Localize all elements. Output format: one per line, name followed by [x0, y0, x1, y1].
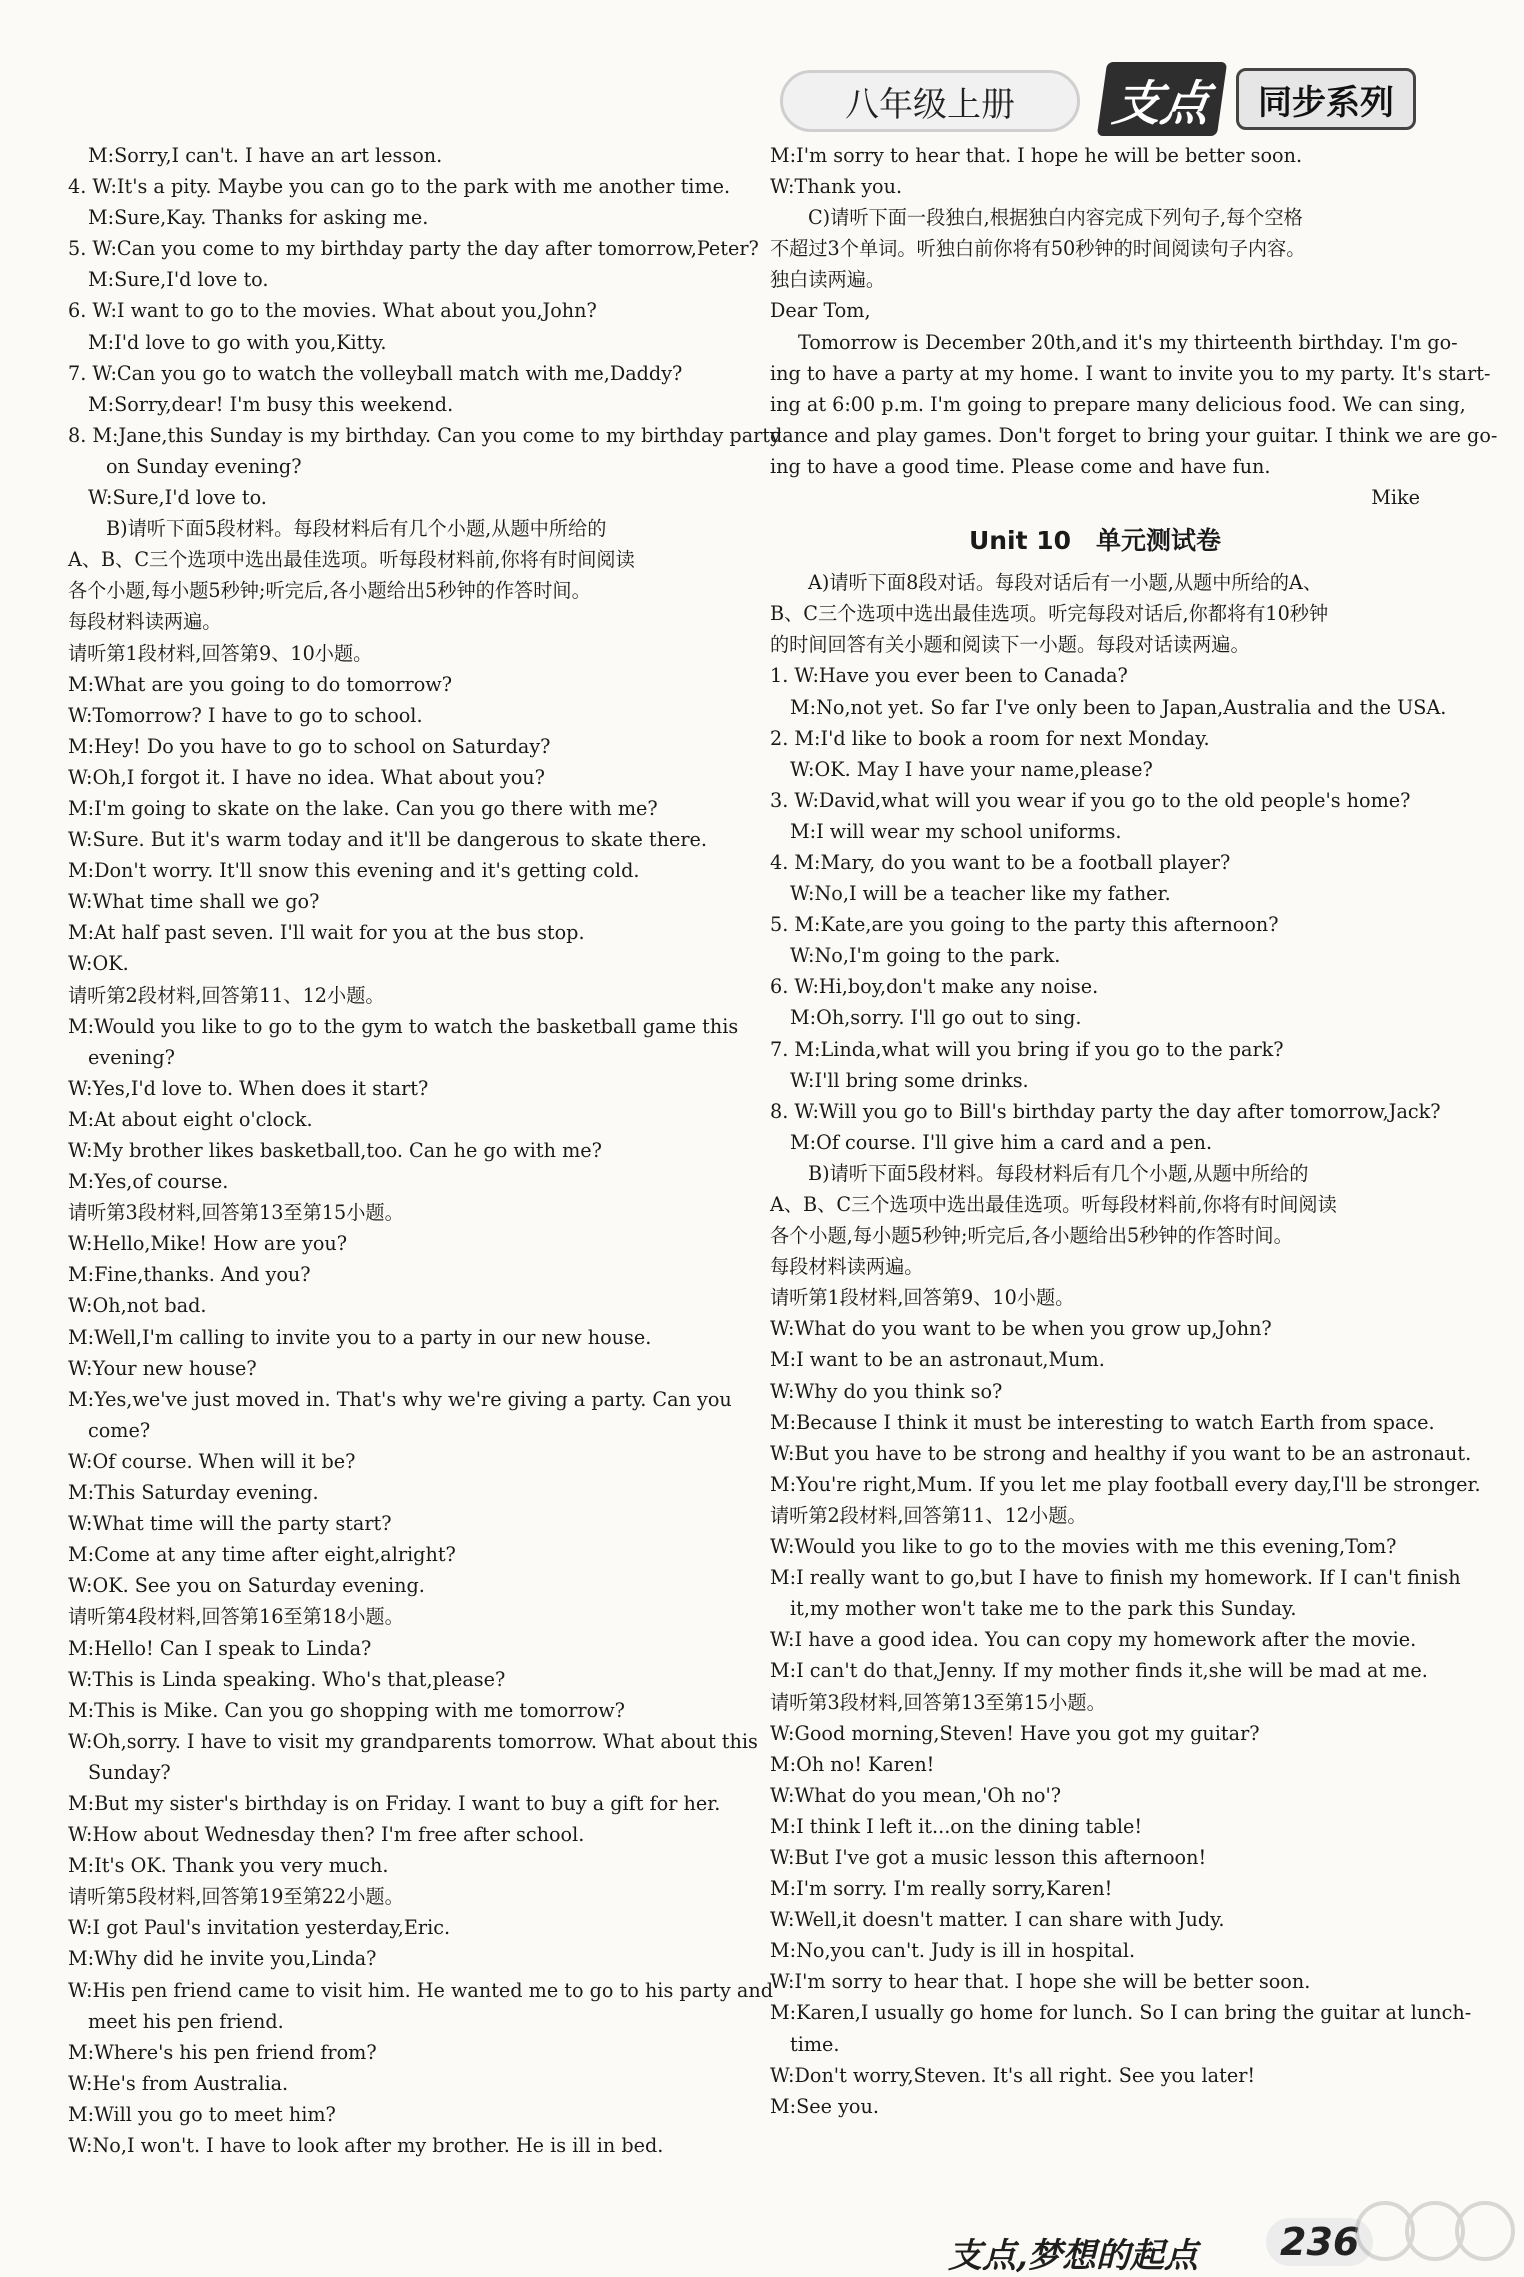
- text-line: W:Oh,sorry. I have to visit my grandparents tomorrow. What about this: [68, 1729, 758, 1753]
- text-line: B)请听下面5段材料。每段材料后有几个小题,从题中所给的: [808, 1161, 1309, 1185]
- page-header: [780, 62, 1420, 144]
- text-line: M:Would you like to go to the gym to watch the basketball game this: [68, 1014, 739, 1038]
- text-line: A)请听下面8段对话。每段对话后有一小题,从题中所给的A、: [808, 571, 1323, 595]
- text-line: 5. M:Kate,are you going to the party this afternoon?: [770, 913, 1279, 937]
- letter-signature: Mike: [1371, 486, 1420, 510]
- text-line: M:Because I think it must be interesting to watch Earth from space.: [770, 1410, 1435, 1434]
- text-line: A、B、C三个选项中选出最佳选项。听每段材料前,你将有时间阅读: [770, 1193, 1337, 1216]
- text-line: W:What time shall we go?: [68, 890, 320, 914]
- text-line: W:No,I won't. I have to look after my brother. He is ill in bed.: [68, 2134, 664, 2157]
- text-line: W:Sure. But it's warm today and it'll be dangerous to skate there.: [68, 828, 707, 852]
- text-line: W:His pen friend came to visit him. He wanted me to go to his party and: [68, 1978, 774, 2002]
- text-line: M:Hey! Do you have to go to school on Saturday?: [68, 734, 551, 758]
- text-line: W:Oh,I forgot it. I have no idea. What about you?: [68, 765, 545, 789]
- text-line: ing at 6:00 p.m. I'm going to prepare many delicious food. We can sing,: [770, 392, 1466, 416]
- text-line: 8. M:Jane,this Sunday is my birthday. Can you come to my birthday party: [68, 423, 781, 447]
- text-line: W:He's from Australia.: [68, 2071, 289, 2095]
- text-line: M:No,you can't. Judy is ill in hospital.: [770, 1939, 1136, 1963]
- text-line: M:I'd love to go with you,Kitty.: [88, 330, 387, 354]
- text-line: M:Yes,of course.: [68, 1170, 229, 1194]
- text-line: 4. W:It's a pity. Maybe you can go to the park with me another time.: [68, 175, 731, 199]
- grade-label: 八年级上册: [780, 70, 1080, 132]
- text-line: ing to have a good time. Please come and have fun.: [770, 454, 1271, 478]
- text-line: M:At half past seven. I'll wait for you at the bus stop.: [68, 921, 585, 945]
- text-line: W:No,I will be a teacher like my father.: [790, 882, 1171, 906]
- text-line: W:Of course. When will it be?: [68, 1449, 356, 1473]
- unit-title: Unit 10 单元测试卷: [968, 526, 1222, 556]
- text-line: M:Hello! Can I speak to Linda?: [68, 1636, 372, 1660]
- text-line: M:You're right,Mum. If you let me play football every day,I'll be stronger.: [770, 1472, 1481, 1496]
- text-line: W:Would you like to go to the movies with me this evening,Tom?: [770, 1535, 1397, 1559]
- text-line: W:What time will the party start?: [68, 1512, 392, 1536]
- text-line: M:I will wear my school uniforms.: [790, 819, 1122, 843]
- text-line: come?: [88, 1418, 151, 1442]
- text-line: M:What are you going to do tomorrow?: [68, 672, 452, 696]
- text-line: M:Sorry,dear! I'm busy this weekend.: [88, 392, 454, 416]
- right-top-section: [770, 140, 1498, 482]
- text-line: M:Sorry,I can't. I have an art lesson.: [88, 144, 443, 167]
- text-line: evening?: [88, 1045, 175, 1069]
- text-line: W:I got Paul's invitation yesterday,Eric.: [68, 1916, 451, 1940]
- text-line: W:OK.: [68, 952, 129, 976]
- text-line: M:I'm sorry. I'm really sorry,Karen!: [770, 1877, 1113, 1901]
- text-line: 请听第3段材料,回答第13至第15小题。: [68, 1201, 404, 1225]
- text-line: dance and play games. Don't forget to bring your guitar. I think we are go-: [770, 423, 1498, 447]
- text-line: M:This Saturday evening.: [68, 1481, 319, 1505]
- text-line: M:No,not yet. So far I've only been to Japan,Australia and the USA.: [790, 695, 1447, 719]
- text-line: 6. W:Hi,boy,don't make any noise.: [770, 975, 1099, 999]
- text-line: 独白读两遍。: [770, 268, 886, 292]
- right-bottom-section: [770, 567, 1481, 2122]
- text-line: W:I'm sorry to hear that. I hope she will be better soon.: [770, 1970, 1311, 1994]
- text-line: M:Yes,we've just moved in. That's why we're giving a party. Can you: [68, 1387, 732, 1411]
- text-line: W:This is Linda speaking. Who's that,please?: [68, 1667, 506, 1691]
- text-line: M:I'm sorry to hear that. I hope he will be better soon.: [770, 144, 1303, 167]
- text-line: W:No,I'm going to the park.: [790, 944, 1061, 968]
- text-line: Sunday?: [88, 1760, 171, 1784]
- text-line: time.: [790, 2032, 840, 2056]
- brand-logo: 支点: [1097, 62, 1227, 136]
- text-line: W:What do you mean,'Oh no'?: [770, 1783, 1062, 1807]
- text-line: W:Thank you.: [770, 175, 903, 199]
- text-line: W:I'll bring some drinks.: [790, 1068, 1029, 1092]
- text-line: M:Will you go to meet him?: [68, 2102, 336, 2126]
- text-line: 3. W:David,what will you wear if you go to the old people's home?: [770, 788, 1411, 812]
- text-line: 请听第4段材料,回答第16至第18小题。: [68, 1605, 404, 1629]
- text-line: W:OK. May I have your name,please?: [790, 757, 1153, 781]
- text-line: M:I want to be an astronaut,Mum.: [770, 1348, 1105, 1372]
- text-line: M:I'm going to skate on the lake. Can you go there with me?: [68, 796, 658, 820]
- text-line: 每段材料读两遍。: [770, 1255, 924, 1279]
- text-line: M:Sure,I'd love to.: [88, 268, 269, 292]
- text-line: M:Oh,sorry. I'll go out to sing.: [790, 1006, 1082, 1030]
- text-line: ing to have a party at my home. I want to invite you to my party. It's start-: [770, 361, 1491, 385]
- text-line: M:Well,I'm calling to invite you to a party in our new house.: [68, 1325, 652, 1349]
- text-line: W:I have a good idea. You can copy my homework after the movie.: [770, 1628, 1417, 1652]
- text-line: C)请听下面一段独白,根据独白内容完成下列句子,每个空格: [808, 206, 1303, 230]
- watermark-logo: [1350, 2196, 1520, 2266]
- text-line: B、C三个选项中选出最佳选项。听完每段对话后,你都将有10秒钟: [770, 602, 1329, 626]
- text-line: M:Sure,Kay. Thanks for asking me.: [88, 206, 429, 230]
- text-line: 请听第1段材料,回答第9、10小题。: [68, 641, 373, 665]
- text-line: M:At about eight o'clock.: [68, 1107, 313, 1131]
- text-line: W:Don't worry,Steven. It's all right. See you later!: [770, 2063, 1256, 2087]
- text-line: W:Good morning,Steven! Have you got my guitar?: [770, 1721, 1260, 1745]
- text-line: W:My brother likes basketball,too. Can he go with me?: [68, 1139, 602, 1162]
- text-line: 不超过3个单词。听独白前你将有50秒钟的时间阅读句子内容。: [770, 237, 1306, 261]
- text-line: 请听第3段材料,回答第13至第15小题。: [770, 1690, 1106, 1714]
- text-line: 7. W:Can you go to watch the volleyball match with me,Daddy?: [68, 361, 683, 385]
- text-line: W:Your new house?: [68, 1356, 257, 1380]
- text-line: W:Oh,not bad.: [68, 1294, 207, 1318]
- text-line: A、B、C三个选项中选出最佳选项。听每段材料前,你将有时间阅读: [68, 548, 635, 572]
- text-line: M:Of course. I'll give him a card and a pen.: [790, 1130, 1213, 1154]
- text-line: it,my mother won't take me to the park this Sunday.: [790, 1597, 1297, 1621]
- text-line: W:What do you want to be when you grow up,John?: [770, 1317, 1272, 1341]
- text-line: W:Why do you think so?: [770, 1379, 1003, 1403]
- text-line: Tomorrow is December 20th,and it's my thirteenth birthday. I'm go-: [798, 330, 1458, 354]
- text-line: on Sunday evening?: [106, 454, 302, 478]
- text-line: M:Oh no! Karen!: [770, 1752, 935, 1776]
- footer-slogan: 支点,梦想的起点: [948, 2236, 1198, 2276]
- text-line: 请听第2段材料,回答第11、12小题。: [68, 983, 385, 1007]
- text-line: 请听第5段材料,回答第19至第22小题。: [68, 1885, 404, 1909]
- left-column: [68, 140, 781, 2161]
- text-line: 7. M:Linda,what will you bring if you go to the park?: [770, 1037, 1284, 1061]
- text-line: W:Yes,I'd love to. When does it start?: [68, 1076, 429, 1100]
- text-line: 请听第1段材料,回答第9、10小题。: [770, 1286, 1075, 1310]
- text-line: meet his pen friend.: [88, 2009, 284, 2033]
- text-line: M:Why did he invite you,Linda?: [68, 1947, 377, 1971]
- text-line: 5. W:Can you come to my birthday party the day after tomorrow,Peter?: [68, 237, 759, 261]
- text-line: 每段材料读两遍。: [68, 610, 222, 634]
- text-line: W:Tomorrow? I have to go to school.: [68, 703, 423, 727]
- text-line: 的时间回答有关小题和阅读下一小题。每段对话读两遍。: [770, 633, 1250, 657]
- text-line: Dear Tom,: [770, 299, 871, 323]
- text-line: 2. M:I'd like to book a room for next Monday.: [770, 726, 1210, 750]
- text-line: M:This is Mike. Can you go shopping with me tomorrow?: [68, 1698, 625, 1722]
- text-line: 6. W:I want to go to the movies. What about you,John?: [68, 299, 597, 323]
- text-line: W:How about Wednesday then? I'm free after school.: [68, 1823, 585, 1847]
- text-line: 1. W:Have you ever been to Canada?: [770, 664, 1128, 688]
- text-line: W:But I've got a music lesson this afternoon!: [770, 1845, 1207, 1869]
- text-line: B)请听下面5段材料。每段材料后有几个小题,从题中所给的: [106, 517, 607, 541]
- text-line: W:But you have to be strong and healthy if you want to be an astronaut.: [770, 1441, 1472, 1465]
- right-column: [770, 140, 1498, 2122]
- text-line: M:Karen,I usually go home for lunch. So I can bring the guitar at lunch-: [770, 2001, 1472, 2025]
- text-line: 4. M:Mary, do you want to be a football player?: [770, 850, 1231, 874]
- text-line: M:I can't do that,Jenny. If my mother finds it,she will be mad at me.: [770, 1659, 1428, 1683]
- text-line: M:But my sister's birthday is on Friday. I want to buy a gift for her.: [68, 1791, 721, 1815]
- text-line: 各个小题,每小题5秒钟;听完后,各小题给出5秒钟的作答时间。: [770, 1224, 1293, 1248]
- text-line: W:Hello,Mike! How are you?: [68, 1232, 348, 1256]
- text-line: 各个小题,每小题5秒钟;听完后,各小题给出5秒钟的作答时间。: [68, 579, 591, 603]
- text-line: M:Don't worry. It'll snow this evening and it's getting cold.: [68, 859, 640, 883]
- text-line: M:I think I left it...on the dining table!: [770, 1814, 1143, 1838]
- text-line: M:Come at any time after eight,alright?: [68, 1543, 456, 1567]
- page-number: 236: [1266, 2218, 1373, 2266]
- series-label: 同步系列: [1236, 68, 1416, 130]
- text-line: M:I really want to go,but I have to finish my homework. If I can't finish: [770, 1566, 1461, 1590]
- text-line: W:OK. See you on Saturday evening.: [68, 1574, 425, 1598]
- text-line: M:See you.: [770, 2094, 879, 2118]
- text-line: M:Fine,thanks. And you?: [68, 1263, 311, 1287]
- text-line: 8. W:Will you go to Bill's birthday party the day after tomorrow,Jack?: [770, 1099, 1441, 1123]
- text-line: W:Well,it doesn't matter. I can share with Judy.: [770, 1908, 1225, 1932]
- text-line: M:Where's his pen friend from?: [68, 2040, 377, 2064]
- text-line: M:It's OK. Thank you very much.: [68, 1854, 389, 1878]
- text-line: 请听第2段材料,回答第11、12小题。: [770, 1503, 1087, 1527]
- text-line: W:Sure,I'd love to.: [88, 486, 267, 510]
